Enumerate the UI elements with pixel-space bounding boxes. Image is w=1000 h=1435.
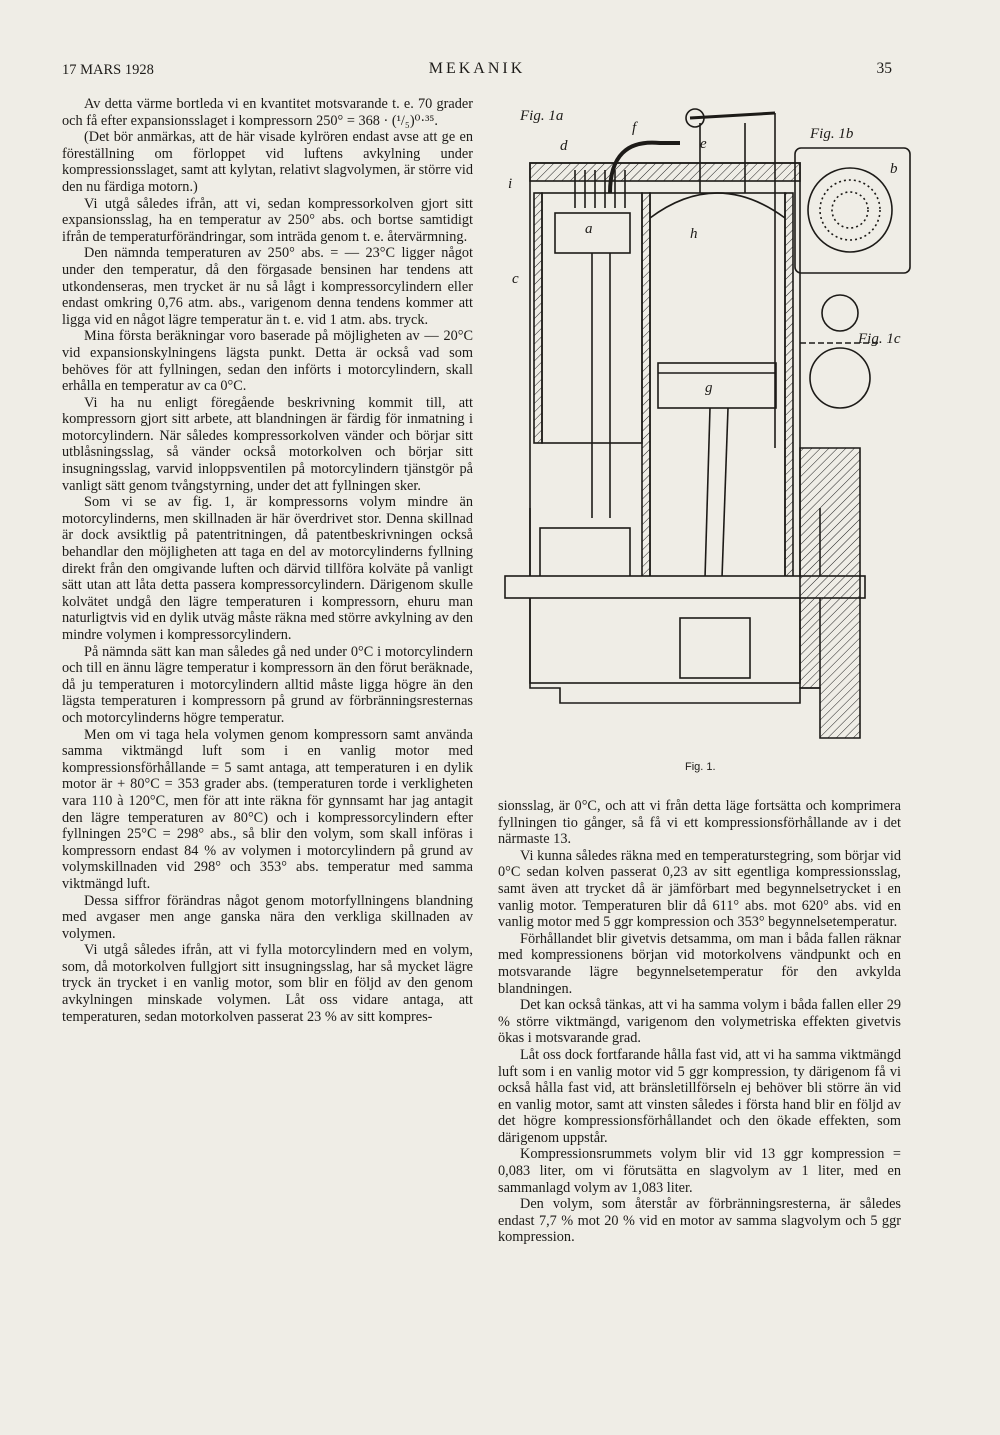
bearing-block (800, 448, 860, 738)
paragraph: Förhållandet blir givetvis detsamma, om man i båda fallen räknar med kompressionens början vid motorkolvens vändpunkt och en motsvarande lägre begynnelsetemperatur för den avkylda blandningen. (498, 930, 901, 997)
paragraph: Den volym, som återstår av förbränningsresterna, är således endast 7,7 % mot 20 % vid en motor av samma slagvolym och 5 ggr kompression. (498, 1196, 901, 1246)
paragraph: Av detta värme bortleda vi en kvantitet motsvarande t. e. 70 grader och få efter expansionsslaget i kompressorn 250° = 368 · (¹/₅)⁰·³⁵. (62, 96, 473, 129)
label-i: i (508, 176, 513, 192)
engine-patent-drawing (500, 98, 920, 773)
compressor-piston (555, 213, 630, 253)
paragraph: Vi utgå således ifrån, att vi fylla motorcylindern med en volym, som, då motorkolven fullgjort sitt insugningsslag, har så mycket lägre tryck än trycket i en vanlig motor, som blir en följd av den genom avkylningen minskade volymen. Låt oss vidare antaga, att temperaturen, sedan motorkolven passerat 23 % av sitt kompres- (62, 942, 473, 1025)
paragraph: Dessa siffror förändras något genom motorfyllningens blandning med avgaser men ange ganska nära den verkliga skillnaden av volymen. (62, 892, 473, 942)
paragraph: Som vi se av fig. 1, är kompressorns volym mindre än motorcylinderns, men skillnaden är här överdrivet stor. Denna skillnad är dock avsiktlig på patentritningen, då patentbeskrivningen också behandlar den möjligheten att taga en del av motorcylinderns fyllning direkt från den omgivande luften och därvid tillföra kolväte på vanligt sätt utan att låta detta passera kompressorcylindern. Därigenom skulle kolvätet undgå den lägre temperaturen i kompressorn, ehuru man naturligtvis vid en dylik utväg måste räkna med större avkylning av den mindre volymen i kompressorcylindern. (62, 494, 473, 643)
page-number: 35 (876, 60, 892, 77)
label-h: h (690, 226, 698, 242)
crank-web (680, 618, 750, 678)
label-f: f (632, 120, 637, 136)
paragraph: På nämnda sätt kan man således gå ned under 0°C i motorcylindern och till en ännu lägre temperatur i kompressorn än den förut beräknade, då ju temperaturen i motorcylindern alltid måste ligga högre än den lägsta temperaturen i kompressorn på grund av förbränningsresternas och motorcylinderns högre temperatur. (62, 643, 473, 726)
label-e: e (700, 136, 707, 152)
paragraph: Vi ha nu enligt föregående beskrivning kommit till, att kompressorn gjort sitt arbete, att blandningen är färdig för inmatning i motorcylindern. När således kompressorkolven vänder och börjar sitt utblåsningsslag, så vänder också motorkolven och börjar sitt insugningsslag, varvid inloppsventilen på motorcylindern tjänstgör på vanligt sätt genom tvångstyrning, under det att fyllningen sker. (62, 394, 473, 494)
issue-date: 17 MARS 1928 (62, 62, 154, 78)
paragraph: Vi utgå således ifrån, att vi, sedan kompressorkolven gjort sitt expansionsslag, ha en temperatur av 250° abs. och bortse samtidigt ifrån de temperaturförändringar, som inträda genom t. e. återvärmning. (62, 195, 473, 245)
fig-1c-gear-large (810, 348, 870, 408)
paragraph: Mina första beräkningar voro baserade på möjligheten av — 20°C vid expansionskylningens lägsta punkt. Detta är också vad som behöves för att fyllningen, sedan den införts i motorcylindern, skall erhålla en temperatur av ca 0°C. (62, 328, 473, 395)
fig-1c-gear-small (822, 295, 858, 331)
journal-title: MEKANIK (428, 60, 526, 77)
paragraph: sionsslag, är 0°C, och att vi från detta läge fortsätta och komprimera fyllningen tio gånger, så få vi ett kompressionsförhållande av i det närmaste 13. (498, 798, 901, 848)
paragraph: Låt oss dock fortfarande hålla fast vid, att vi ha samma viktmängd luft som i en vanlig motor vid 5 ggr kompression, ty därigenom få vi också hålla fast vid, att bränsletillförseln ej behöver bli större än vid en vanlig motor, samt att vinsten således i första hand blir en följd av det högre kompressionsförhållandet och den ökade effekten, som därigenom uppstår. (498, 1046, 901, 1146)
page-header (62, 60, 892, 82)
label-d: d (560, 138, 568, 154)
paragraph: Vi kunna således räkna med en temperaturstegring, som börjar vid 0°C sedan kolven passerat 0,23 av sitt egentliga kompressionsslag, samt även att trycket då är jämförbart med begynnelsetrycket i en vanlig motor. Temperaturen blir då 611° abs. mot 620° abs. vid en vanlig motor med 5 ggr kompression och 353° begynnelsetemperatur. (498, 847, 901, 931)
paragraph: Men om vi taga hela volymen genom kompressorn samt använda samma viktmängd luft som i en vanlig motor med kompressionsförhållande = 5 samt antaga, att temperaturen i en dylik motor är + 80°C = 353 grader abs. (temperaturen torde i verkligheten vara 110 à 120°C, men för att inte räkna för gynnsamt har jag antagit den lägre temperaturen av 80°C) och i kompressorcylindern efter fyllningen 25°C = 298° abs., så blir den volym, som skall införas i kompressorn endast 84 % av volymen i motorcylindern på grund av volymskillnaden vid 298° och 353° abs. temperatur med samma viktmängd luft. (62, 726, 473, 892)
label-fig-1b: Fig. 1b (810, 126, 854, 142)
crankcase (530, 508, 820, 703)
engine-drawing-svg (500, 98, 920, 773)
paragraph: Kompressionsrummets volym blir vid 13 ggr kompression = 0,083 liter, om vi förutsätta en slagvolym av 1 liter, med en sammanlagd volym av 1,083 liter. (498, 1146, 901, 1196)
figure-caption: Fig. 1. (685, 761, 716, 773)
motor-piston (658, 363, 776, 408)
paragraph: (Det bör anmärkas, att de här visade kylrören endast avse att ge en föreställning om förloppet vid luftens avkylning under kompressionsslaget, samt att kylytan, relativt slagvolymen, är större vid den nu färdiga motorn.) (62, 129, 473, 195)
combustion-dome (650, 193, 785, 218)
right-column (498, 798, 901, 1246)
label-g: g (705, 380, 713, 396)
label-c: c (512, 271, 519, 287)
label-b: b (890, 161, 898, 177)
label-fig-1a: Fig. 1a (520, 108, 564, 124)
paragraph: Den nämnda temperaturen av 250° abs. = — 23°C ligger något under den temperatur, då den förgasade bensinen har tendens att utkondenseras, men trycket är nu så lågt i kompressorcylindern eller endast omkring 0,76 atm. abs., varigenom denna tendens kommer att ligga vid en något lägre temperatur än t. e. vid 1 atm. abs. tryck. (62, 245, 473, 328)
label-a: a (585, 221, 593, 237)
cylinder-head (530, 163, 800, 181)
paragraph: Det kan också tänkas, att vi ha samma volym i båda fallen eller 29 % större viktmängd, varigenom den volymetriska effekten givetvis ökas i motsvarande grad. (498, 997, 901, 1047)
left-column (62, 96, 473, 1025)
label-fig-1c: Fig. 1c (858, 331, 901, 347)
